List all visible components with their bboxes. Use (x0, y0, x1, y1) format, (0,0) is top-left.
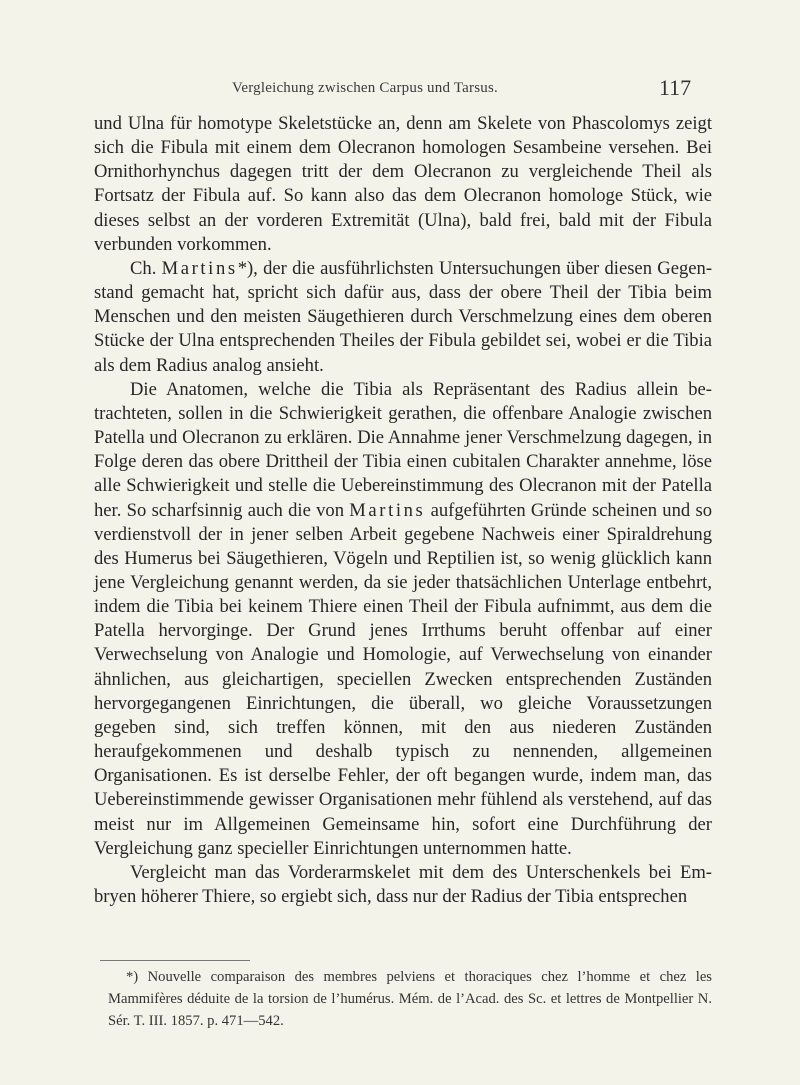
paragraph-1: und Ulna für homotype Skeletstücke an, denn am Skelete von Phascolomys zeigt sich die Fibula mit einem dem Olecranon homologen Sesambeine versehen. Bei Ornithorhynchus dagegen tritt der dem Olecranon zu vergleichende Theil als Fortsatz der Fibula auf. So kann also das dem Olecranon homologe Stück, wie dieses selbst an der vorderen Extremität (Ulna), bald frei, bald mit der Fibula verbunden vorkommen. (94, 113, 712, 255)
paragraph-3 (94, 378, 712, 861)
page-number: 117 (659, 75, 692, 100)
author-name: Martins (161, 257, 238, 279)
paragraph-3-part-a: Die Anatomen, welche die Tibia als Repräsentant des Radius allein betrachteten, sollen in die Schwierigkeit gerathen, die offenbare Analogie zwischen Patella und Olecranon zu erklären. Die Annahme jener Verschmelzung dagegen, in Folge deren das obere Drittheil der Tibia einen cubitalen Charakter annehme, löse alle Schwierigkeit und stelle die Uebereinstimmung des Olecranon mit der Patella her. So scharfsinnig auch die von (94, 378, 712, 521)
paragraph-2-rest: *), der die ausführlichsten Untersuchungen über diesen Gegenstand gemacht hat, spricht sich dafür aus, dass der obere Theil der Tibia beim Menschen und den meisten Säugethieren durch Verschmelzung eines dem oberen Stücke der Ulna entsprechenden Theiles der Fibula gebildet sei, wobei er die Tibia als dem Radius analog ansieht. (94, 257, 713, 376)
main-text (94, 112, 712, 909)
paragraph-2 (94, 257, 712, 378)
paragraph-4: Vergleicht man das Vorderarmskelet mit dem des Unterschenkels bei Embryen höherer Thiere, so ergiebt sich, dass nur der Radius der Tibia entsprechen (94, 861, 712, 907)
paragraph-3-part-b: aufgeführten Gründe scheinen und so verdienstvoll der in jener selben Arbeit gegebene Nachweis einer Spiraldrehung des Humerus bei Säugethieren, Vögeln und Reptilien ist, so wenig glücklich kann jene Vergleichung genannt werden, da sie jeder thatsächlichen Unterlage entbehrt, indem die Tibia bei keinem Thiere einen Theil der Fibula aufnimmt, aus dem die Patella hervorginge. Der Grund jenes Irrthums beruht offenbar auf einer Verwechselung von Analogie und Homologie, auf Verwechselung von einander ähnlichen, aus gleichartigen, speciellen Zwecken entsprechenden Zuständen hervorgegangenen Einrichtungen, die überall, wo gleiche Voraussetzungen gegeben sind, sich treffen können, mit den aus niederen Zuständen heraufgekommenen und deshalb typisch zu nennenden, allgemeinen Organisationen. Es ist derselbe Fehler, der oft begangen wurde, indem man, das Uebereinstimmende gewisser Organisationen mehr fühlend als verstehend, auf das meist nur im Allgemeinen Gemeinsame hin, sofort eine Durchführung der Vergleichung ganz specieller Einrichtungen unternommen hatte. (94, 499, 712, 859)
paragraph-2-lead: Ch. (130, 257, 162, 279)
author-name-2: Martins (349, 499, 426, 521)
footnote-divider (100, 960, 250, 961)
footnote: *) Nouvelle comparaison des membres pelviens et thoraciques chez l’homme et chez les Mammifères déduite de la torsion de l’humérus. Mém. de l’Acad. des Sc. et lettres de Montpellier N. Sér. T. III. 1857. p. 471—542. (108, 969, 712, 1029)
running-head: Vergleichung zwischen Carpus und Tarsus. (232, 80, 498, 96)
